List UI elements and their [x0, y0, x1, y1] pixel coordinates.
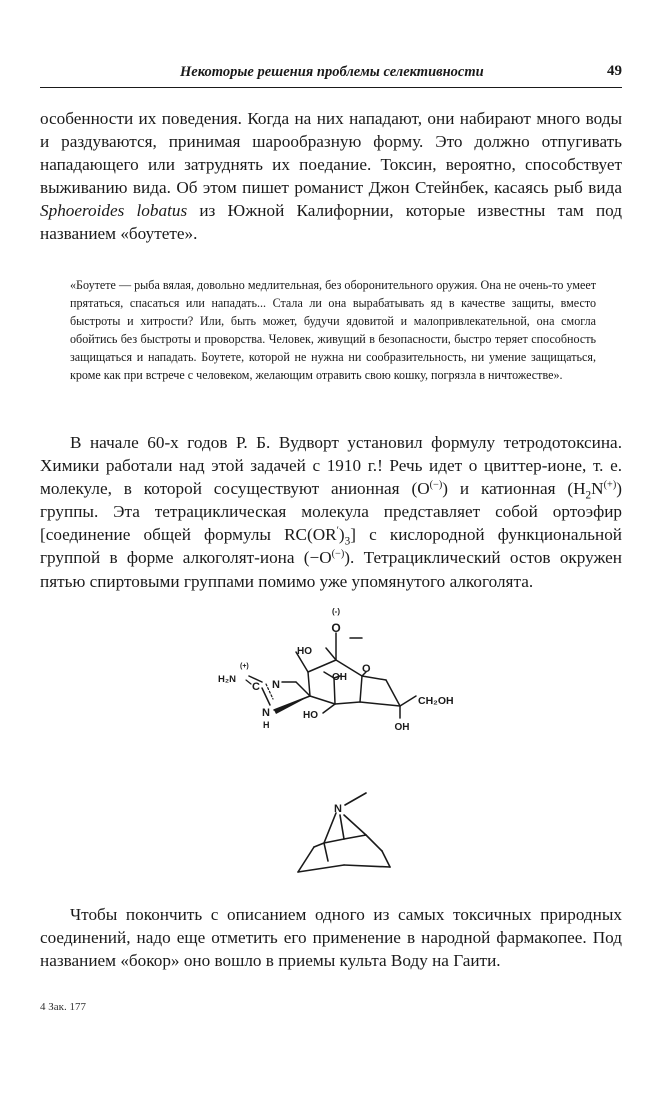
h2-subscript: 2 — [585, 489, 592, 502]
ring-nitrogen-label: N — [272, 679, 280, 691]
paragraph-bokor: Чтобы покончить с описанием одного из самых токсичных природных соединений, надо еще отметить его применение в народной фармакопее. Под названием «бокор» оно вошло в приемы культа Воду на Гаити. — [40, 905, 622, 971]
running-title: Некоторые решения проблемы селективности — [180, 64, 484, 80]
page-number: 49 — [607, 63, 622, 79]
cation-charge-label: (+) — [240, 663, 249, 670]
running-header — [40, 62, 622, 84]
p2-part5: ) — [338, 525, 345, 545]
anion-charge: (−) — [429, 479, 443, 491]
ch2oh-label: CH₂OH — [418, 695, 454, 707]
p2-part1: В начале 60-х годов Р. Б. Вудворт установил формулу тетродотоксина. Химики работали над этой задачей с 1910 г.! Речь идет о цвиттер-ионе, т. е. молекуле, в которой сосуществуют анионная (O — [40, 433, 622, 499]
p2-part3: N — [591, 479, 604, 499]
nh-hydrogen-label: H — [263, 720, 270, 730]
h2n-label: H₂N — [218, 674, 236, 685]
alkoxide-charge: (−) — [331, 548, 345, 560]
paragraph1-text: особенности их поведения. Когда на них нападают, они набирают много воды и раздуваются, принимая шарообразную форму. Это должно отпугивать нападающего или затруднять их поедание. Токсин, вероятно, способствует выживанию вида. Об этом пишет романист Джон Стейнбек, касаясь рыб вида — [40, 109, 622, 198]
paragraph-woodward — [40, 431, 622, 593]
ring-oxygen-label: O — [362, 663, 371, 675]
alkoxide-charge-label: (-) — [332, 607, 340, 616]
header-rule — [40, 87, 622, 88]
bicyclic-amine-structure — [290, 785, 410, 890]
ortho-subscript: 3 — [344, 535, 351, 548]
prime-mark: ′ — [336, 525, 339, 537]
p2-part4: ) группы. Эта тетрациклическая молекула представляет собой ортоэфир [соединение общей формулы RC(OR — [40, 479, 622, 545]
oh-bottom-label: OH — [394, 722, 410, 733]
alkoxide-oxygen-label: O — [331, 621, 341, 635]
steinbeck-quote: «Боутете — рыба вялая, довольно медлительная, без оборонительного оружия. Она не очень-то умеет прятаться, спасаться или нападать... Стала ли она вырабатывать яд в качестве защиты, вместо быстроты и хитрости? Или, быть может, будучи ядовитой и малопривлекательной, она смогла обойтись без быстроты и проворства. Человек, живущий в безопасности, быстро теряет способность защищаться и нападать. Боутете, которой не нужна ни сообразительность, ни умение защищаться, кроме как при встрече с человеком, желающим отравить свою кошку, погрязла в ничтожестве». — [70, 278, 596, 383]
print-signature: 4 Зак. 177 — [40, 1001, 86, 1013]
ho-bottom-label: HO — [303, 710, 318, 721]
p2-part6: ] с кислородной функциональной группой в форме алкоголят-иона (−O — [40, 525, 622, 568]
nh-nitrogen-label: N — [262, 707, 270, 719]
oh-center-label: OH — [332, 672, 347, 683]
tetrodotoxin-structure — [190, 600, 480, 740]
species-name: Sphoeroides lobatus — [40, 201, 188, 221]
paragraph1-end: из Южной Калифорнии, которые известны там под названием «боутете». — [40, 201, 622, 244]
ho-top-label: HO — [297, 646, 312, 657]
cation-charge: (+) — [603, 479, 617, 491]
amine-nitrogen-label: N — [334, 803, 342, 815]
p2-part7: ). Тетрациклический остов окружен пятью спиртовыми группами помимо уже упомянутого алкоголята. — [40, 548, 622, 591]
paragraph-continuation — [40, 107, 622, 246]
p2-part2: ) и катионная (H — [442, 479, 586, 499]
guanidine-carbon-label: C — [252, 681, 260, 693]
